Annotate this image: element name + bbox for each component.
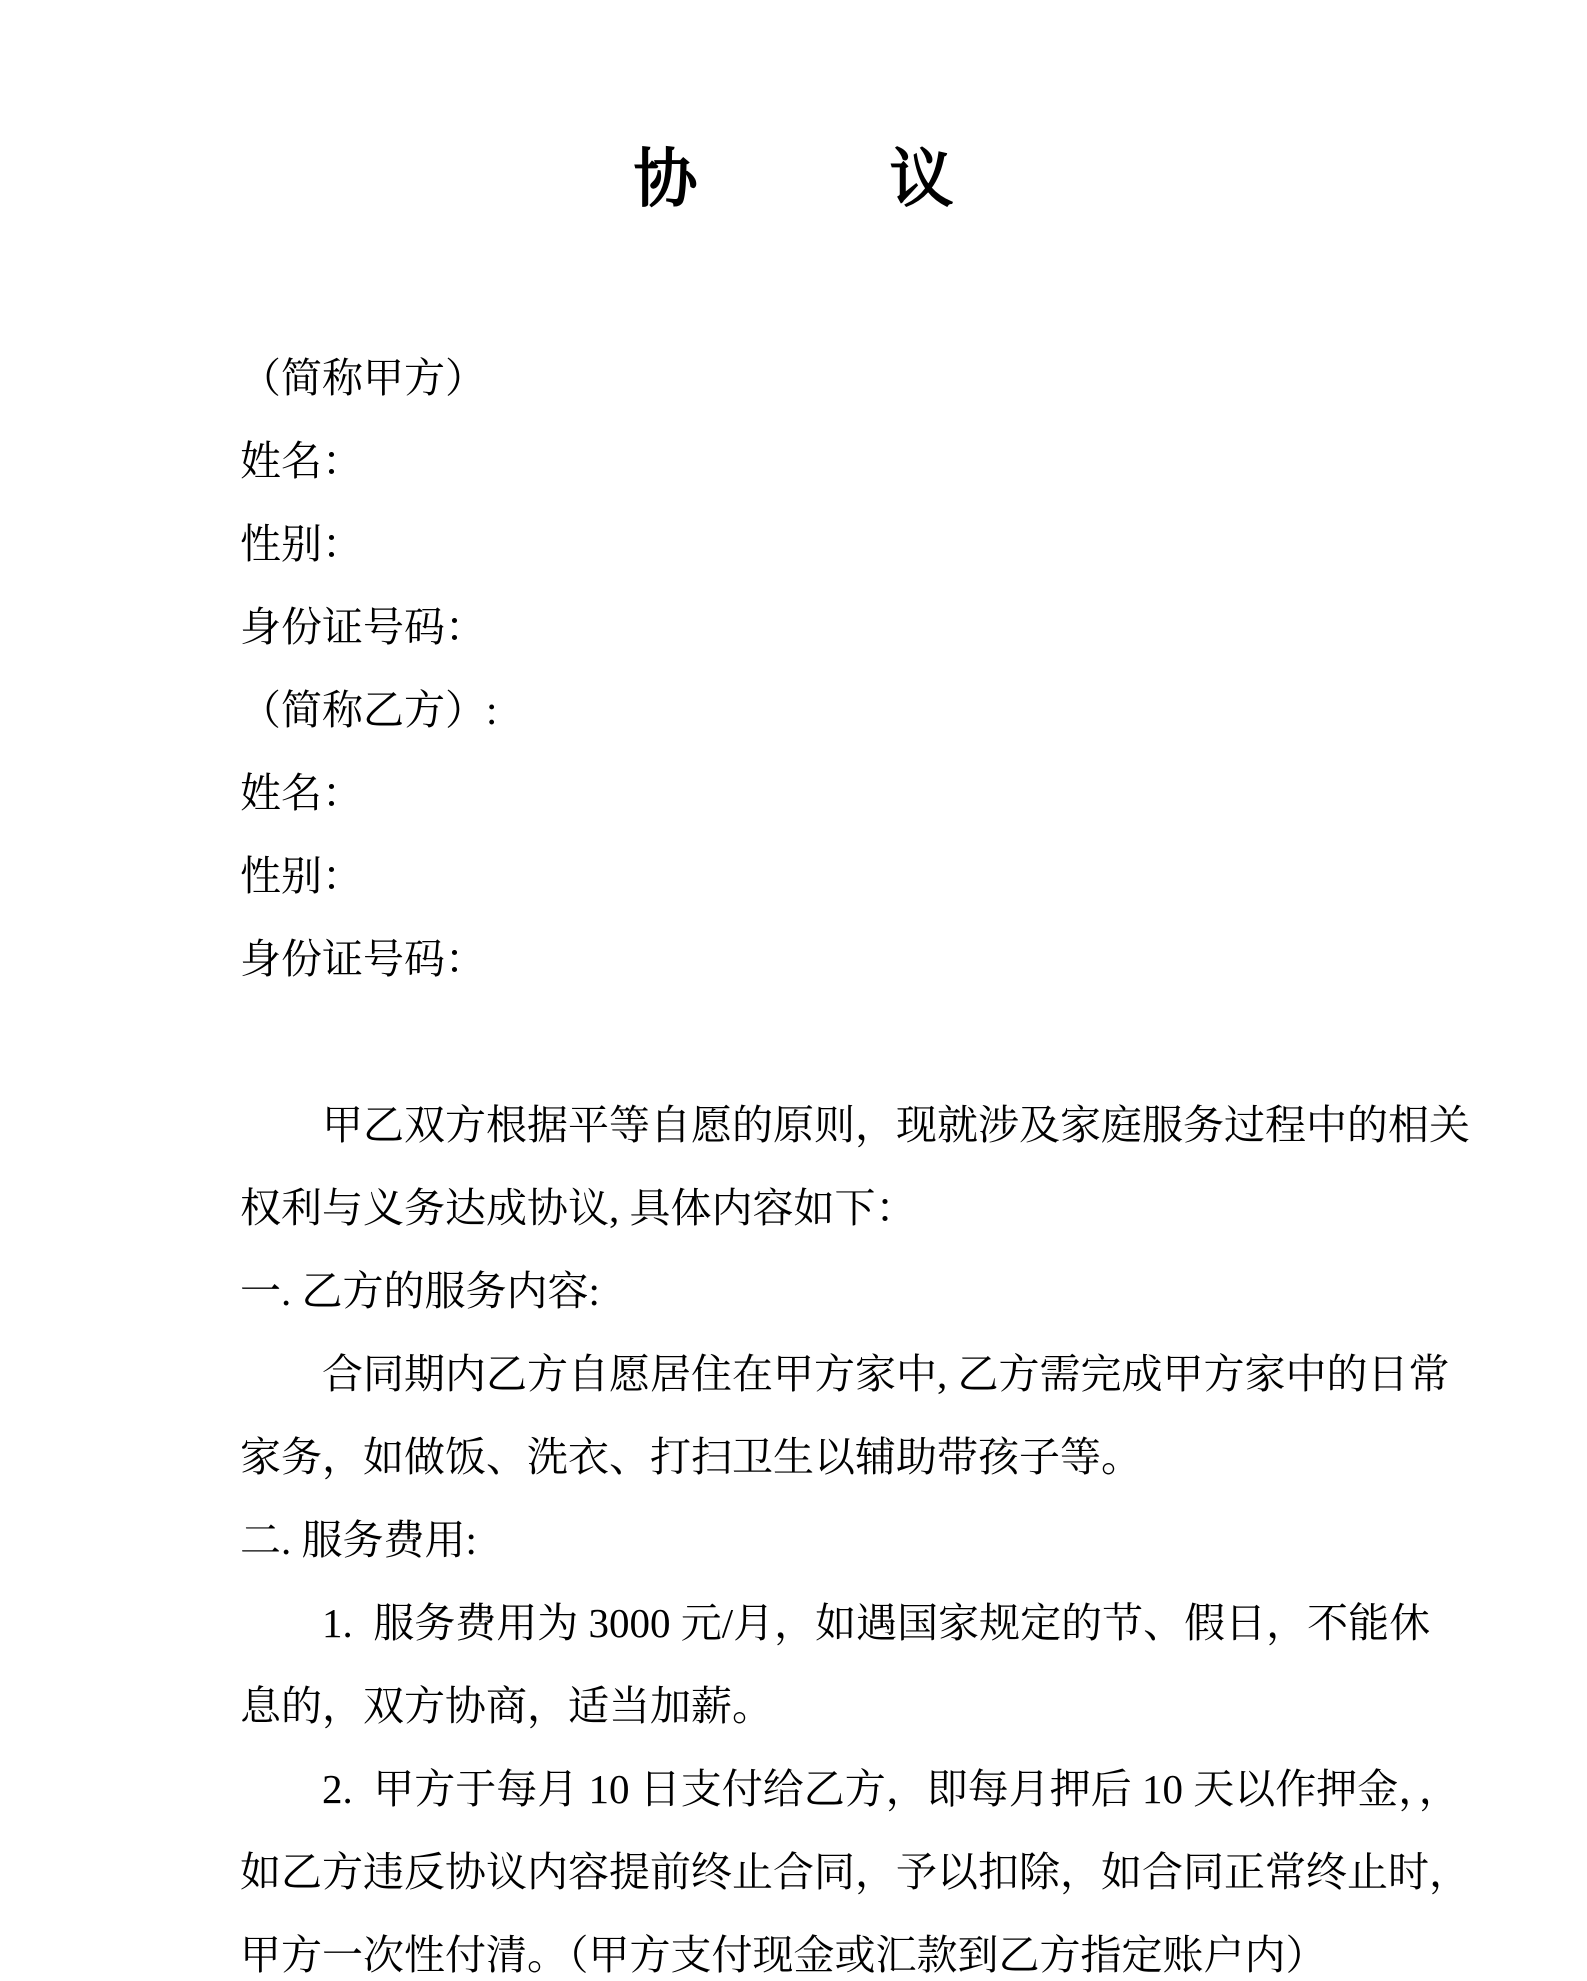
intro-line-2: 权利与义务达成协议, 具体内容如下： [240, 1185, 917, 1231]
party-b-gender-label: 性别： [240, 853, 363, 899]
party-b-name-label: 姓名： [240, 770, 363, 816]
party-a-id-label: 身份证号码： [240, 604, 486, 650]
document-title: 协 议 [633, 144, 954, 215]
section-2-item-2-line-2: 如乙方违反协议内容提前终止合同，予以扣除，如合同正常终止时， [240, 1849, 1470, 1895]
party-a-heading: （简称甲方） [240, 355, 486, 401]
section-1-line-2: 家务，如做饭、洗衣、打扫卫生以辅助带孩子等。 [240, 1434, 1142, 1480]
section-2-heading: 二. 服务费用: [240, 1517, 477, 1563]
section-1-heading: 一. 乙方的服务内容: [240, 1268, 600, 1314]
intro-line-1: 甲乙双方根据平等自愿的原则，现就涉及家庭服务过程中的相关 [322, 1102, 1470, 1148]
party-a-name-label: 姓名： [240, 438, 363, 484]
party-b-id-label: 身份证号码： [240, 936, 486, 982]
section-1-line-1: 合同期内乙方自愿居住在甲方家中, 乙方需完成甲方家中的日常 [322, 1351, 1450, 1397]
section-2-item-2-line-3: 甲方一次性付清。（甲方支付现金或汇款到乙方指定账户内） [240, 1932, 1327, 1978]
party-b-heading: （简称乙方）: [240, 687, 498, 733]
blank-line [240, 1001, 1347, 1084]
party-a-gender-label: 性别： [240, 521, 363, 567]
section-2-item-2-line-1: 2. 甲方于每月 10 日支付给乙方，即每月押后 10 天以作押金，， [322, 1766, 1460, 1812]
section-2-item-1-line-2: 息的，双方协商，适当加薪。 [240, 1683, 773, 1729]
section-2-item-1-line-1: 1. 服务费用为 3000 元/月，如遇国家规定的节、假日，不能休 [322, 1600, 1431, 1646]
document-body [240, 337, 1470, 1981]
